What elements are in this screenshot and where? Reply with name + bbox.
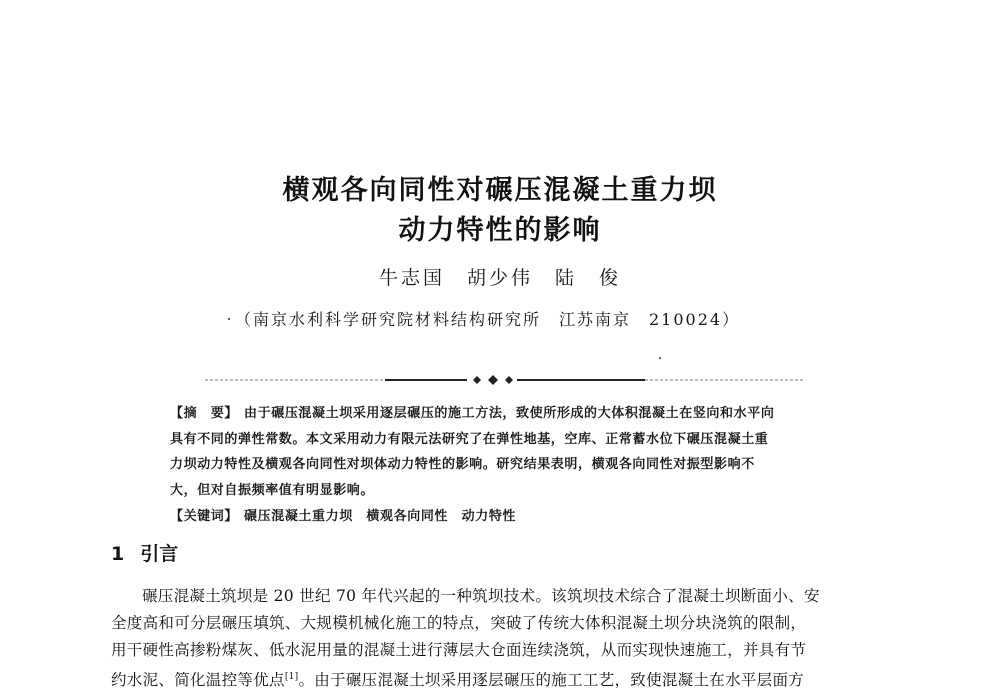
paper-title-line-2: 动力特性的影响	[398, 215, 602, 246]
keywords-label: 【关键词】	[170, 509, 239, 524]
section-title: 引言	[140, 543, 179, 565]
keywords	[170, 504, 850, 530]
ornamental-divider	[205, 374, 805, 386]
abstract-label: 【摘 要】	[170, 406, 239, 421]
body-paragraph	[111, 583, 891, 694]
scan-speck	[659, 357, 661, 359]
abstract-line: 大，但对自振频率值有明显影响。	[170, 482, 375, 498]
scan-mark	[228, 318, 230, 320]
affiliation: （南京水利科学研究院材料结构研究所 江苏南京 210024）	[235, 310, 741, 329]
paper-title-line-1: 横观各向同性对碾压混凝土重力坝	[282, 175, 718, 206]
abstract-line: 具有不同的弹性常数。本文采用动力有限元法研究了在弹性地基，空库、正常蓄水位下碾压混凝土重	[170, 431, 769, 447]
body-line: 约水泥、简化温控等优点[1]。由于碾压混凝土坝采用逐层碾压的施工工艺，致使混凝土在水平层面方	[111, 671, 805, 690]
section-number: 1	[111, 543, 125, 565]
body-line: 碾压混凝土筑坝是 20 世纪 70 年代兴起的一种筑坝技术。该筑坝技术综合了混凝土坝断面小、安	[142, 587, 820, 605]
authors: 牛志国 胡少伟 陆 俊	[378, 267, 621, 289]
abstract	[170, 401, 850, 503]
body-line: 全度高和可分层碾压填筑、大规模机械化施工的特点，突破了传统大体积混凝土坝分块浇筑的限制，	[111, 614, 807, 632]
keywords-text: 碾压混凝土重力坝 横观各向同性 动力特性	[244, 509, 517, 524]
abstract-line: 力坝动力特性及横观各向同性对坝体动力特性的影响。研究结果表明，横观各向同性对振型影响不	[170, 457, 755, 472]
section-heading	[111, 539, 178, 566]
abstract-line: 【摘 要】 由于碾压混凝土坝采用逐层碾压的施工方法，致使所形成的大体积混凝土在竖向和水平向	[170, 406, 775, 421]
citation-ref: [1]	[284, 672, 299, 682]
body-line: 用干硬性高掺粉煤灰、低水泥用量的混凝土进行薄层大仓面连续浇筑，从而实现快速施工，并具有节	[111, 641, 807, 659]
